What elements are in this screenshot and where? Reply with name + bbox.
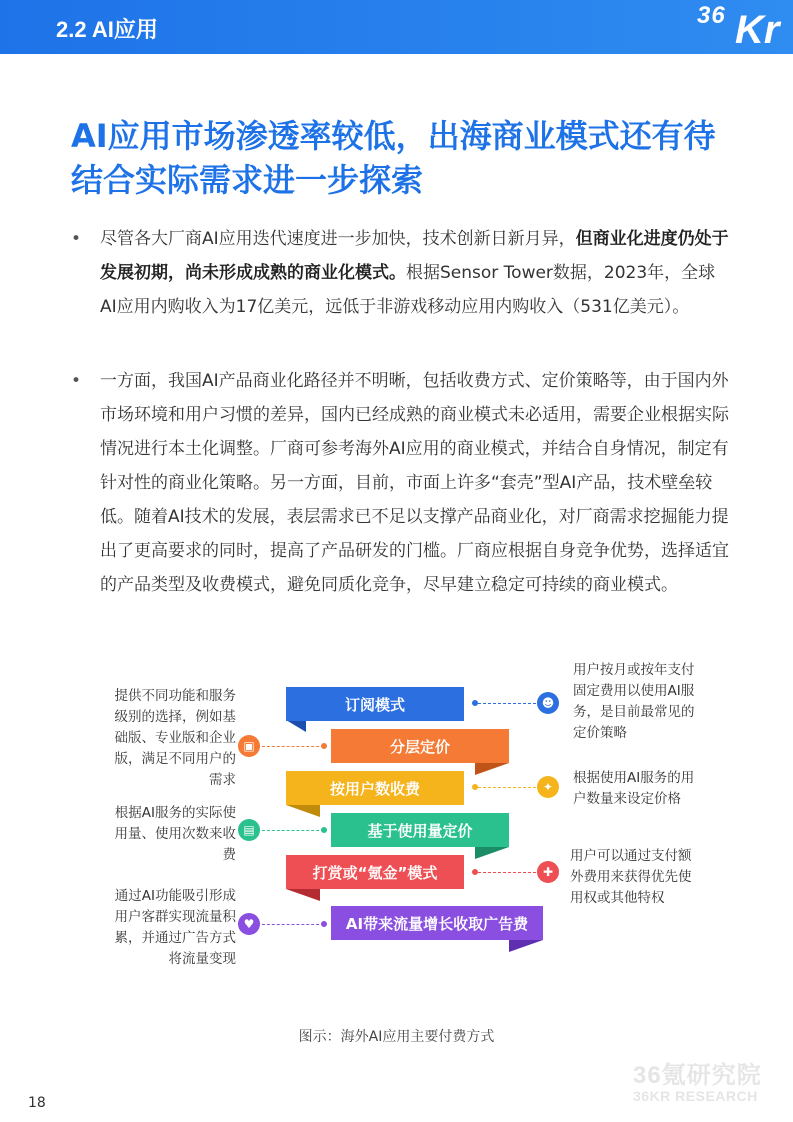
connector-line	[478, 872, 536, 873]
note-usage-based	[100, 803, 236, 866]
section-title: 2.2 AI应用	[56, 17, 158, 42]
ribbon-fold	[286, 889, 320, 901]
header-bar	[0, 0, 793, 54]
note-advertising	[92, 886, 236, 970]
note-line: 外费用来获得优先使	[570, 869, 692, 885]
connector-line	[478, 703, 536, 704]
note-line: 累，并通过广告方式	[114, 930, 236, 946]
note-line: 用户按月或按年支付	[573, 662, 695, 678]
bullet-text-bold: 但商业化进度仍处于发展初期，尚未形成成熟的商业化模式。	[100, 229, 729, 283]
ribbon-fold	[475, 847, 509, 859]
logo-number: 36	[697, 2, 726, 29]
note-line: 根据使用AI服务的用	[573, 770, 695, 786]
bullet-text-pre: 尽管各大厂商AI应用迭代速度进一步加快，技术创新日新月异，	[100, 229, 576, 249]
note-line: 将流量变现	[168, 951, 236, 967]
36kr-logo	[693, 2, 793, 54]
note-line: 需求	[209, 772, 236, 788]
payment-models-figure	[0, 650, 793, 980]
headline-line-2: 结合实际需求进一步探索	[71, 161, 424, 199]
watermark-title: 36氪研究院	[633, 1062, 762, 1089]
page-headline	[71, 114, 761, 202]
ribbon-fold	[286, 720, 306, 732]
ribbon-fold	[475, 763, 509, 775]
connector-dot	[321, 827, 327, 833]
note-line: 用户客群实现流量积	[114, 909, 236, 925]
bullet-text-post: 根据Sensor Tower数据，2023年，全球AI应用内购收入为17亿美元，远低于非游戏移动应用内购收入（531亿美元）。	[100, 263, 716, 317]
handshake-icon: ♥	[238, 913, 260, 935]
note-line: 用权或其他特权	[570, 890, 665, 906]
note-tipping	[570, 846, 720, 909]
ribbon-per-user: 按用户数收费	[286, 771, 464, 805]
users-icon: ☻	[537, 692, 559, 714]
ribbon-fold	[286, 805, 320, 817]
bullet-text: 一方面，我国AI产品商业化路径并不明晰，包括收费方式、定价策略等，由于国内外市场环境和用户习惯的差异，国内已经成熟的商业模式未必适用，需要企业根据实际情况进行本土化调整。厂商可参考海外AI应用的商业模式，并结合自身情况，制定有针对性的商业化策略。另一方面，目前，市面上许多“套壳”型AI产品，技术壁垒较低。随着AI技术的发展，表层需求已不足以支撑产品商业化，对厂商需求挖掘能力提出了更高要求的同时，提高了产品研发的门槛。厂商应根据自身竞争优势，选择适宜的产品类型及收费模式，避免同质化竞争，尽早建立稳定可持续的商业模式。	[100, 371, 729, 595]
bullet-paragraph-1	[71, 222, 731, 324]
note-line: 通过AI功能吸引形成	[114, 888, 236, 904]
note-line: 务，是目前最常见的	[573, 704, 695, 720]
logo-letters: Kr	[735, 8, 780, 52]
bullet-dot: •	[71, 371, 82, 391]
watermark-subtitle: 36KR RESEARCH	[633, 1088, 758, 1104]
note-line: 定价策略	[573, 725, 627, 741]
bullet-text	[100, 222, 731, 324]
connector-line	[262, 830, 324, 831]
headline-line-1: AI应用市场渗透率较低，出海商业模式还有待	[71, 117, 716, 155]
page-number: 18	[28, 1095, 46, 1111]
ribbon-usage-based: 基于使用量定价	[331, 813, 509, 847]
gift-icon: ✚	[537, 861, 559, 883]
note-subscription	[573, 660, 723, 744]
bullet-paragraph-2	[71, 364, 731, 602]
note-line: 根据AI服务的实际使	[114, 805, 236, 821]
ribbon-advertising: AI带来流量增长收取广告费	[331, 906, 543, 940]
document-icon: ▤	[238, 819, 260, 841]
connector-dot	[321, 921, 327, 927]
ribbon-fold	[509, 940, 543, 952]
connector-line	[262, 924, 324, 925]
bullet-dot: •	[71, 229, 82, 249]
note-line: 版，满足不同用户的	[114, 751, 236, 767]
bulb-icon: ✦	[537, 776, 559, 798]
ribbon-tiered-pricing: 分层定价	[331, 729, 509, 763]
note-line: 级别的选择，例如基	[114, 709, 236, 725]
figure-caption: 图示：海外AI应用主要付费方式	[298, 1029, 495, 1045]
note-line: 用户可以通过支付额	[570, 848, 692, 864]
note-per-user	[573, 768, 723, 810]
watermark	[633, 1055, 783, 1104]
note-line: 户数量来设定价格	[573, 791, 681, 807]
note-line: 用量、使用次数来收	[114, 826, 236, 842]
note-line: 提供不同功能和服务	[114, 688, 236, 704]
note-line: 固定费用以使用AI服	[573, 683, 695, 699]
connector-line	[478, 787, 536, 788]
connector-dot	[321, 743, 327, 749]
note-line: 础版、专业版和企业	[114, 730, 236, 746]
connector-line	[262, 746, 324, 747]
ribbon-subscription: 订阅模式	[286, 687, 464, 721]
note-tiered-pricing	[100, 686, 236, 791]
person-badge-icon: ▣	[238, 735, 260, 757]
note-line: 费	[222, 847, 236, 863]
ribbon-tipping: 打赏或“氪金”模式	[286, 855, 464, 889]
